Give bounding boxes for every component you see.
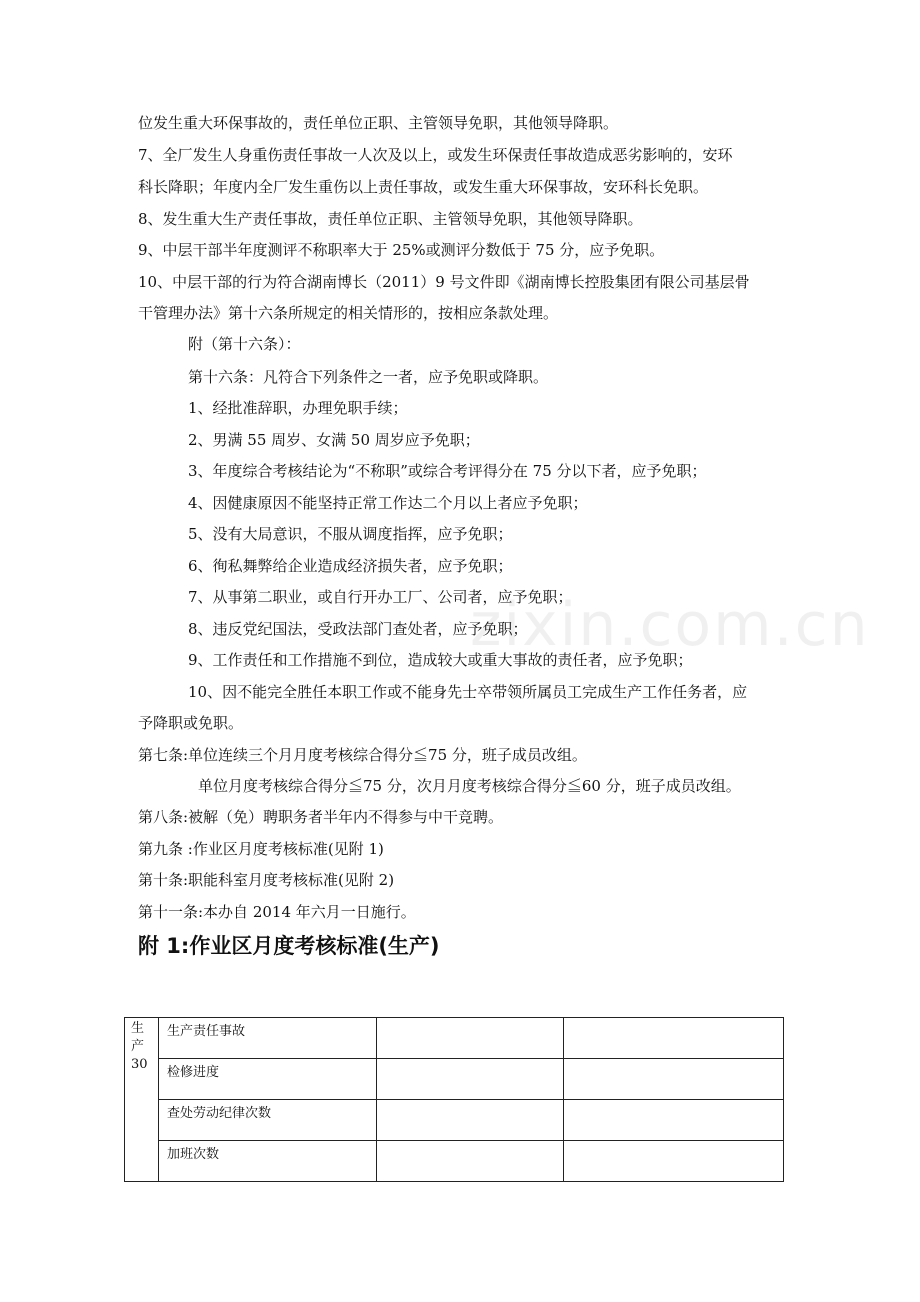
text-line: 5、没有大局意识，不服从调度指挥，应予免职； <box>188 525 513 543</box>
text-line: 单位月度考核综合得分≦75 分，次月月度考核综合得分≦60 分，班子成员改组。 <box>198 777 741 795</box>
item-cell: 生产责任事故 <box>159 1018 377 1059</box>
text-line: 予降职或免职。 <box>138 714 244 732</box>
item-cell: 查处劳动纪律次数 <box>159 1100 377 1141</box>
text-line: 10、中层干部的行为符合湖南博长（2011）9 号文件即《湖南博长控股集团有限公司基层骨 <box>138 273 750 291</box>
assessment-table <box>124 1017 784 1182</box>
text-line: 1、经批准辞职，办理免职手续； <box>188 399 408 417</box>
text-line: 附（第十六条）： <box>188 335 301 353</box>
item-cell: 加班次数 <box>159 1141 377 1182</box>
text-line: 第十六条：凡符合下列条件之一者，应予免职或降职。 <box>188 368 549 386</box>
text-line: 4、因健康原因不能坚持正常工作达二个月以上者应予免职； <box>188 494 588 512</box>
text-line: 第八条:被解（免）聘职务者半年内不得参与中干竞聘。 <box>138 808 504 826</box>
text-line: 2、男满 55 周岁、女满 50 周岁应予免职； <box>188 431 480 449</box>
text-line: 9、工作责任和工作措施不到位，造成较大或重大事故的责任者，应予免职； <box>188 651 693 669</box>
text-line: 10、因不能完全胜任本职工作或不能身先士卒带领所属员工完成生产工作任务者，应 <box>188 683 748 701</box>
text-line: 位发生重大环保事故的，责任单位正职、主管领导免职，其他领导降职。 <box>138 114 619 132</box>
watermark: zixin.com.cn <box>470 590 870 660</box>
text-line: 8、违反党纪国法，受政法部门查处者，应予免职； <box>188 620 528 638</box>
category-label: 生 产 30 <box>131 1021 148 1072</box>
text-line: 第七条:单位连续三个月月度考核综合得分≦75 分，班子成员改组。 <box>138 746 587 764</box>
empty-cell <box>377 1100 564 1141</box>
empty-cell <box>564 1018 784 1059</box>
table-row <box>125 1100 784 1141</box>
text-line: 第九条 :作业区月度考核标准(见附 1) <box>138 840 384 858</box>
empty-cell <box>564 1059 784 1100</box>
item-cell: 检修进度 <box>159 1059 377 1100</box>
empty-cell <box>377 1018 564 1059</box>
category-cell <box>125 1018 159 1182</box>
text-line: 7、从事第二职业，或自行开办工厂、公司者，应予免职； <box>188 588 573 606</box>
empty-cell <box>564 1100 784 1141</box>
text-line: 第十一条:本办自 2014 年六月一日施行。 <box>138 903 416 921</box>
text-line: 7、全厂发生人身重伤责任事故一人次及以上，或发生环保责任事故造成恶劣影响的，安环 <box>138 146 733 164</box>
text-line: 科长降职；年度内全厂发生重伤以上责任事故，或发生重大环保事故，安环科长免职。 <box>138 178 709 196</box>
text-line: 干管理办法》第十六条所规定的相关情形的，按相应条款处理。 <box>138 304 559 322</box>
empty-cell <box>564 1141 784 1182</box>
appendix-heading: 附 1:作业区月度考核标准(生产) <box>138 934 440 958</box>
text-line: 9、中层干部半年度测评不称职率大于 25%或测评分数低于 75 分，应予免职。 <box>138 241 665 259</box>
table-row <box>125 1018 784 1059</box>
text-line: 3、年度综合考核结论为“不称职”或综合考评得分在 75 分以下者，应予免职； <box>188 462 707 480</box>
table-row <box>125 1141 784 1182</box>
text-line: 8、发生重大生产责任事故，责任单位正职、主管领导免职，其他领导降职。 <box>138 210 643 228</box>
empty-cell <box>377 1059 564 1100</box>
empty-cell <box>377 1141 564 1182</box>
text-line: 第十条:职能科室月度考核标准(见附 2) <box>138 871 395 889</box>
table-row <box>125 1059 784 1100</box>
text-line: 6、徇私舞弊给企业造成经济损失者，应予免职； <box>188 557 513 575</box>
